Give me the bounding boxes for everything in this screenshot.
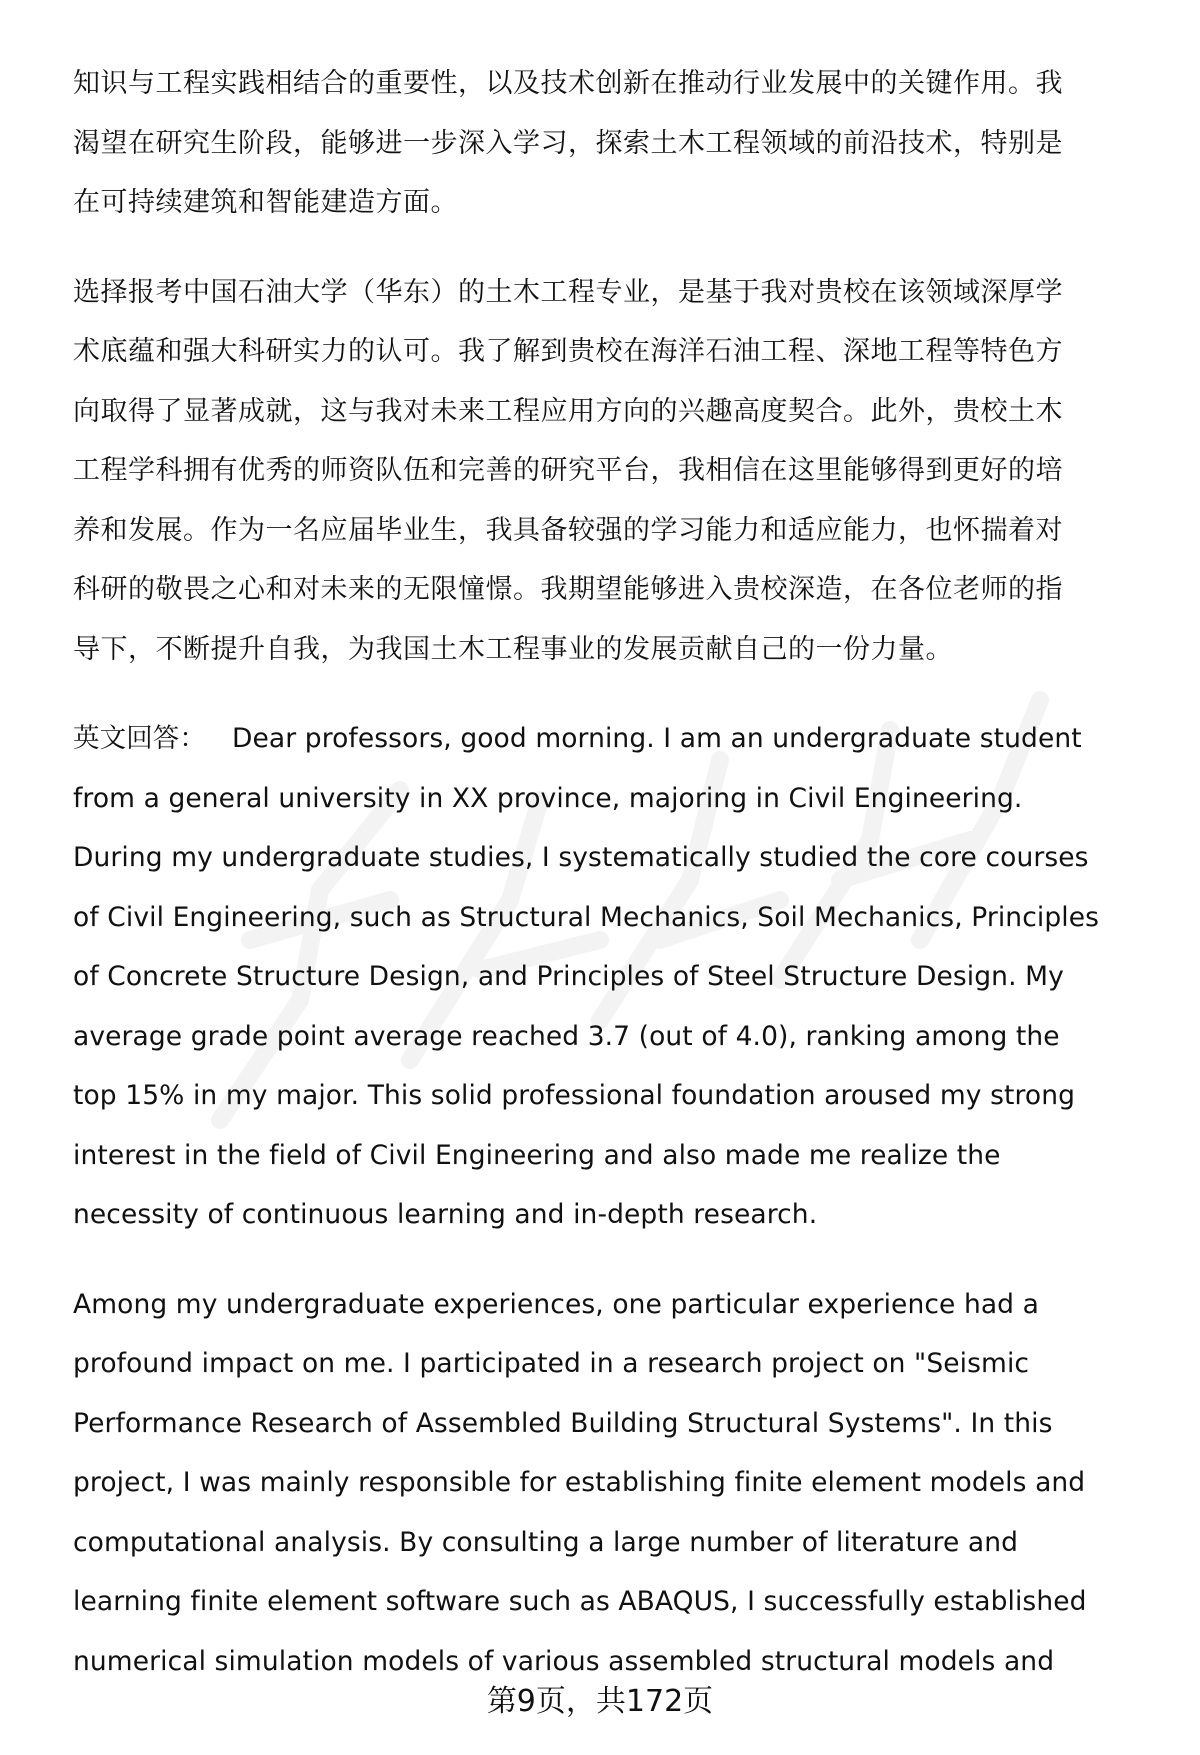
english-answer-label: 英文回答：	[73, 723, 206, 754]
paragraph-4	[73, 1275, 1163, 1692]
paragraph-2	[73, 263, 1163, 680]
text-line: 工程学科拥有优秀的师资队伍和完善的研究平台，我相信在这里能够得到更好的培	[73, 455, 1063, 486]
text-line: from a general university in XX province, majoring in Civil Engineering.	[73, 782, 1023, 814]
text-line: During my undergraduate studies, I systematically studied the core courses	[73, 842, 1089, 873]
paragraph-1	[73, 54, 1163, 233]
text-line: 选择报考中国石油大学（华东）的土木工程专业，是基于我对贵校在该领域深厚学	[73, 276, 1063, 308]
text-line: interest in the field of Civil Engineering and also made me realize the	[73, 1139, 1001, 1171]
text-line: computational analysis. By consulting a large number of literature and	[73, 1526, 1019, 1558]
page-number-footer: 第9页，共172页	[486, 1684, 714, 1719]
text-line: profound impact on me. I participated in a research project on "Seismic	[73, 1348, 1030, 1379]
text-line: project, I was mainly responsible for establishing finite element models and	[73, 1467, 1086, 1498]
text-line: 知识与工程实践相结合的重要性，以及技术创新在推动行业发展中的关键作用。我	[73, 68, 1063, 99]
text-line: of Civil Engineering, such as Structural Mechanics, Soil Mechanics, Principles	[73, 901, 1100, 933]
text-line: Among my undergraduate experiences, one particular experience had a	[73, 1288, 1039, 1320]
text-line: 术底蕴和强大科研实力的认可。我了解到贵校在海洋石油工程、深地工程等特色方	[73, 336, 1063, 367]
text-line: 导下，不断提升自我，为我国土木工程事业的发展贡献自己的一份力量。	[73, 633, 953, 665]
text-line: average grade point average reached 3.7 (out of 4.0), ranking among the	[73, 1020, 1060, 1052]
text-line: numerical simulation models of various assembled structural models and	[73, 1645, 1055, 1677]
document-body	[73, 54, 1163, 1721]
text-line: 养和发展。作为一名应届毕业生，我具备较强的学习能力和适应能力，也怀揣着对	[73, 514, 1063, 546]
paragraph-3	[73, 709, 1163, 1245]
text-line: 科研的敬畏之心和对未来的无限憧憬。我期望能够进入贵校深造，在各位老师的指	[73, 574, 1063, 605]
text-line: necessity of continuous learning and in-depth research.	[73, 1199, 818, 1230]
text-line: learning finite element software such as ABAQUS, I successfully established	[73, 1586, 1087, 1617]
text-line: Dear professors, good morning. I am an undergraduate student	[232, 723, 1082, 754]
text-line: of Concrete Structure Design, and Principles of Steel Structure Design. My	[73, 961, 1064, 992]
text-line: 渴望在研究生阶段，能够进一步深入学习，探索土木工程领域的前沿技术，特别是	[73, 127, 1063, 159]
text-line: top 15% in my major. This solid professional foundation aroused my strong	[73, 1080, 1076, 1111]
text-line: 在可持续建筑和智能建造方面。	[73, 187, 458, 218]
text-line: Performance Research of Assembled Building Structural Systems". In this	[73, 1407, 1053, 1439]
text-line: 向取得了显著成就，这与我对未来工程应用方向的兴趣高度契合。此外，贵校土木	[73, 395, 1063, 427]
